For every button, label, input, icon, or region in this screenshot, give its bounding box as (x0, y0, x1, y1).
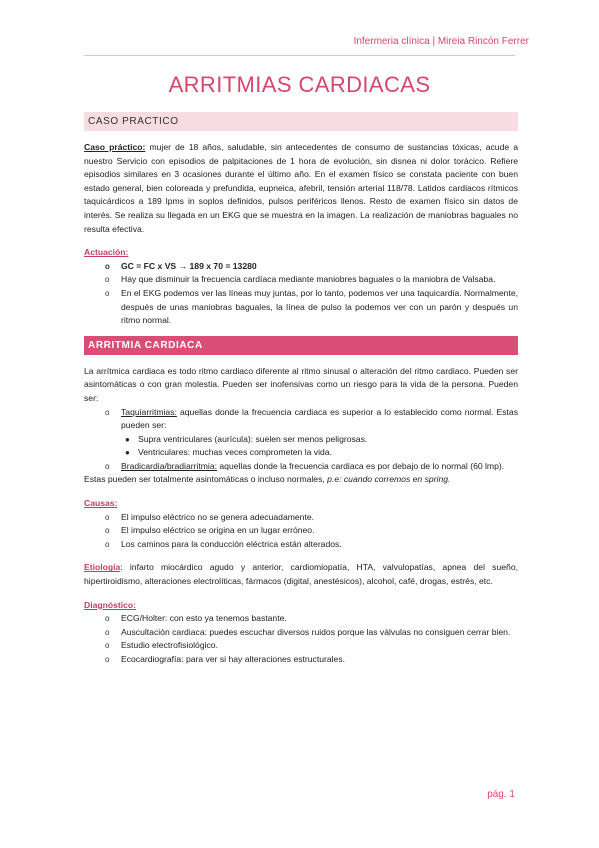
asint-text: Estas pueden ser totalmente asintomáticas o incluso normales, (84, 474, 328, 485)
types-list (84, 406, 518, 474)
list-item: o En el EKG podemos ver las líneas muy juntas, por lo tanto, podemos ver una taquicardia. Normalmente, después de unas maniobras baguales, la línea de pulso la podemos ver con un parón y después un ritmo normal. (84, 287, 518, 328)
header-divider (84, 55, 515, 56)
document-body (84, 110, 518, 667)
document-title: ARRITMIAS CARDIACAS (168, 72, 431, 97)
taqui-text: aquellas donde la frecuencia cardiaca es superior a lo establecido como normal. Estas pueden ser: (121, 406, 518, 431)
actuacion-heading: Actuación: (84, 247, 129, 258)
list-item: o Auscultación cardiaca: puedes escuchar diversos ruidos porque las válvulas no consiguen cerrar bien. (84, 626, 518, 640)
case-paragraph (84, 141, 518, 236)
list-item: o Hay que disminuir la frecuencia cardíaca mediante maniobres baguales o la maniobra de Valsaba. (84, 273, 518, 287)
diagnostico-list (84, 612, 518, 666)
sublist-item: ● Supra ventriculares (aurícula): suelen ser menos peligrosas. (121, 433, 518, 447)
list-item: o Ecocardiografía: para ver si hay alteraciones estructurales. (84, 653, 518, 667)
bradi-text: aquellas donde la frecuencia cardiaca es por debajo de lo normal (60 lmp). (217, 460, 505, 471)
section-band-caso-practico: CASO PRACTICO (84, 112, 518, 131)
list-item: o ECG/Holter: con esto ya tenemos bastante. (84, 612, 518, 626)
etiologia-paragraph (84, 561, 518, 588)
actuacion-list (84, 260, 518, 328)
diagnostico-heading: Diagnóstico: (84, 599, 137, 610)
asintomaticas-paragraph (84, 473, 518, 487)
etiologia-label: Etiología (84, 562, 121, 573)
list-item: o Los caminos para la conducción eléctrica están alterados. (84, 538, 518, 552)
list-item-bradicardia (84, 460, 518, 474)
list-item: o El impulso eléctrico se origina en un lugar erróneo. (84, 524, 518, 538)
sublist-item: ● Ventriculares: muchas veces comprometen la vida. (121, 446, 518, 460)
taqui-sublist (121, 433, 518, 460)
page-number: pág. 1 (487, 789, 515, 800)
list-item: o El impulso eléctrico no se genera adecuadamente. (84, 511, 518, 525)
case-label: Caso práctico: (84, 142, 146, 152)
section-band-arritmia-cardiaca: ARRITMIA CARDIACA (84, 336, 518, 355)
list-item: o Estudio electrofisiológico. (84, 639, 518, 653)
case-text: mujer de 18 años, saludable, sin antecedentes de consumo de sustancias tóxicas, acude a nuestro Servicio con episodios de palpitaciones de 1 hora de evolución, sin disnea ni dolor torácico. Refiere episodios similares en 3 ocasiones durante el último año. En el examen físico se constata paciente con buen estado general, bien coloreada y prefundida, eupneica, afebril, tensión arterial 118/78. Latidos cardiacos rítmicos taquicárdicos a 189 lpms in soplos definidos, pulsos periféricos llenos. Resto de examen físico sin datos de interés. Se realiza su llegada en un EKG que se muestra en la imagen. La realización de maniobras baguales no resulta efectiva. (84, 142, 518, 234)
list-item: o GC = FC x VS → 189 x 70 = 13280 (84, 260, 518, 274)
intro-paragraph: La arrítmica cardiaca es todo ritmo cardiaco diferente al ritmo sinusal o alteración del ritmo cardiaco. Pueden ser asintomáticas o con gran molestia. Pueden ser inofensivas como un riesgo para la vida de la persona. Pueden ser: (84, 365, 518, 403)
taqui-label: Taquiarritmias: (121, 406, 177, 417)
bradi-label: Bradicardia/bradiarritmia: (121, 460, 217, 471)
causas-heading: Causas: (84, 498, 118, 509)
etiologia-text: : infarto miocárdico agudo y anterior, cardiomiopatía, HTA, valvulopatías, apnea del sueño, hipertiroidismo, alteraciones electrolíticas, fármacos (digital, anestésicos), alcohol, café, drogas, estrés, etc. (84, 562, 518, 587)
list-item-taquiarritmias (84, 406, 518, 460)
page-header: Infermeria clínica | Mireia Rincón Ferrer (353, 36, 529, 47)
causas-list (84, 511, 518, 552)
asint-example: p.e: cuando corremos en spring. (327, 474, 451, 485)
